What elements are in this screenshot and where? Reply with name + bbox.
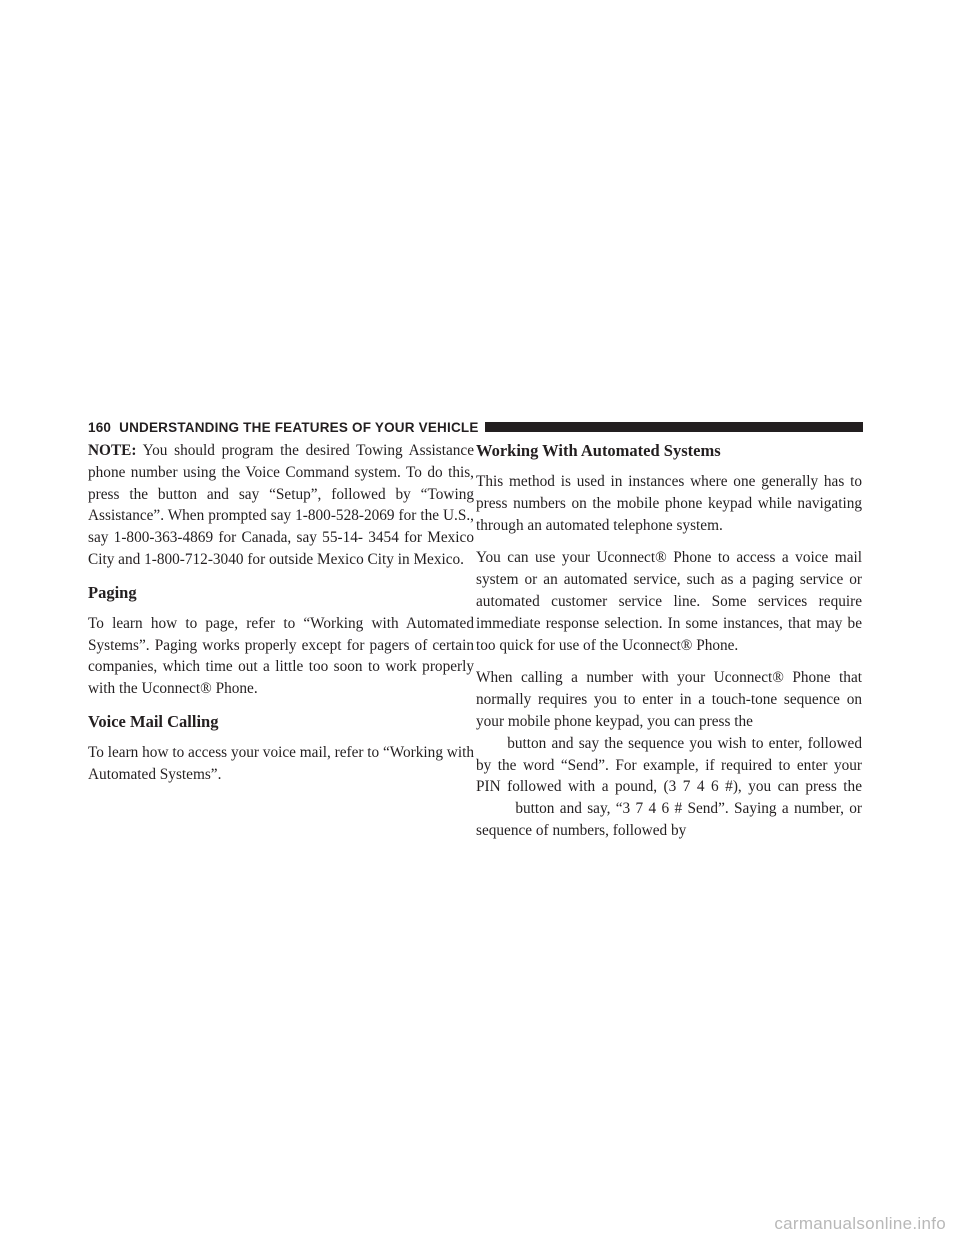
paging-heading: Paging (88, 582, 137, 602)
page-header (88, 418, 863, 436)
watermark: carmanualsonline.info (774, 1214, 946, 1233)
paging-paragraph: To learn how to page, refer to “Working with Automated Systems”. Paging works properly except for pagers of certain companies, which time out a little too soon to work properly with the Uconnect® Phone. (88, 614, 474, 698)
note-label: NOTE: (88, 442, 137, 459)
automated-paragraph-2: You can use your Uconnect® Phone to access a voice mail system or an automated service, such as a paging service or automated customer service line. Some services require immediate response selection. In some instances, that may be too quick for use of the Uconnect® Phone. (476, 549, 862, 654)
automated-systems-heading: Working With Automated Systems (476, 441, 721, 460)
left-column (88, 440, 474, 797)
page-number: 160 (88, 419, 112, 435)
automated-paragraph-3 (476, 667, 862, 841)
para3-part-a: When calling a number with your Uconnect® Phone that normally requires you to enter in a touch-tone sequence on your mobile phone keypad, you can press the (476, 669, 862, 730)
note-paragraph (88, 440, 474, 571)
right-column (476, 440, 862, 853)
para3-part-b: button and say the sequence you wish to enter, followed by the word “Send”. For example, if required to enter your PIN followed with a pound, (3 7 4 6 #), you can press the (476, 734, 862, 796)
para3-part-c: button and say, “3 7 4 6 # Send”. Saying a number, or sequence of numbers, followed by (476, 800, 862, 839)
voicemail-paragraph: To learn how to access your voice mail, refer to “Working with Automated Systems”. (88, 743, 474, 783)
automated-paragraph-1: This method is used in instances where one generally has to press numbers on the mobile phone keypad while navigating through an automated telephone system. (476, 473, 862, 534)
header-title (88, 420, 479, 435)
section-title: UNDERSTANDING THE FEATURES OF YOUR VEHICLE (119, 419, 479, 435)
note-text: You should program the desired Towing Assistance phone number using the Voice Command system. To do this, press the button and say “Setup”, followed by “Towing Assistance”. When prompted say 1-800-528-2069 for the U.S., say 1-800-363-4869 for Canada, say 55-14- 3454 for Mexico City and 1-800-712-3040 for outside Mexico City in Mexico. (88, 442, 474, 568)
header-rule (485, 422, 863, 432)
voicemail-heading: Voice Mail Calling (88, 711, 219, 731)
